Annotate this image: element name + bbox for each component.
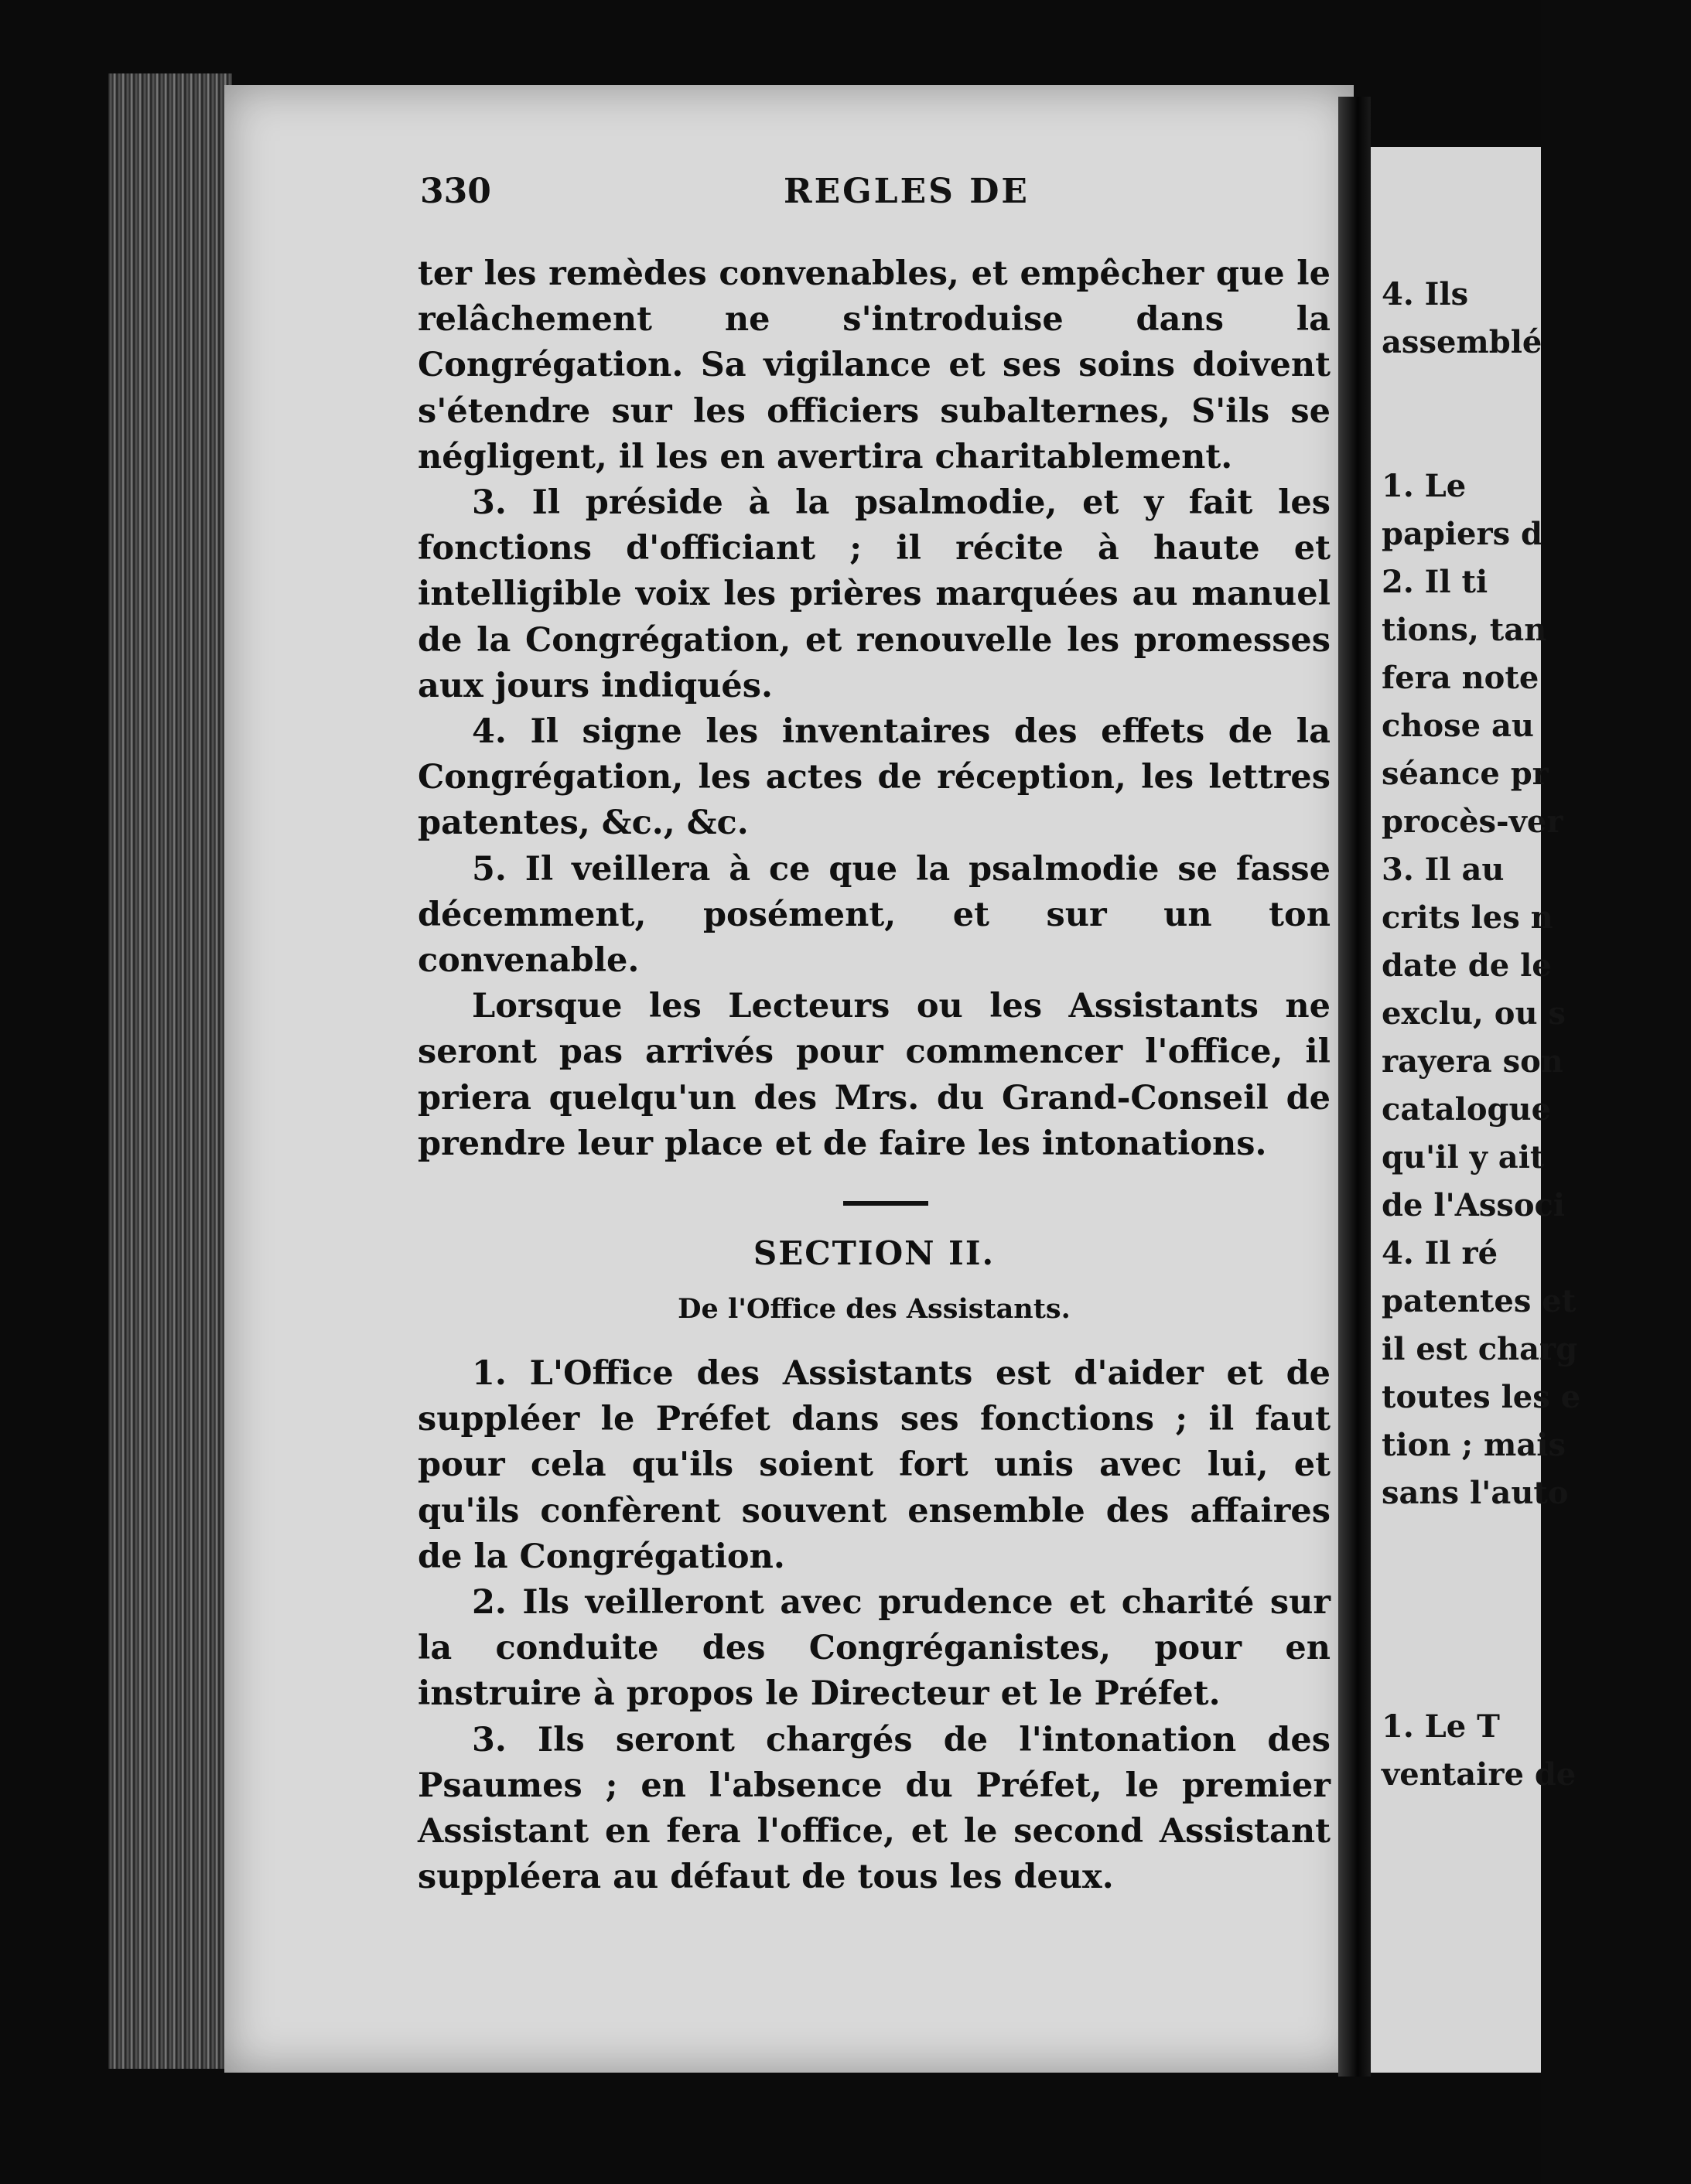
book-gutter xyxy=(1338,97,1371,2077)
right-line: il est charg xyxy=(1382,1331,1578,1367)
right-page xyxy=(1371,147,1581,2073)
paragraph: 4. Il signe les inventaires des effets de la Congrégation, les actes de réception, les lettres patentes, &c., &c. xyxy=(418,712,1331,843)
right-line: séance pr xyxy=(1382,756,1549,792)
right-line: 3. Il au xyxy=(1382,851,1505,888)
section-subheading: De l'Office des Assistants. xyxy=(678,1293,1071,1326)
right-line: sans l'auto xyxy=(1382,1475,1569,1511)
right-line: patentes et xyxy=(1382,1283,1577,1319)
right-line: de l'Associ xyxy=(1382,1187,1566,1223)
right-line: fera note xyxy=(1382,660,1539,696)
page-number: 330 xyxy=(420,172,491,211)
section-divider xyxy=(418,1167,1331,1226)
right-line: ventaire de xyxy=(1382,1756,1577,1793)
right-line: exclu, ou s xyxy=(1382,995,1566,1032)
right-line: procès-ver xyxy=(1382,804,1563,840)
right-line: papiers d xyxy=(1382,516,1542,552)
right-line: 1. Le xyxy=(1382,468,1467,504)
divider-rule xyxy=(843,1201,928,1206)
right-line: toutes les e xyxy=(1382,1379,1581,1415)
right-line: tions, tan xyxy=(1382,612,1547,648)
paragraph: 3. Ils seront chargés de l'intonation des Psaumes ; en l'absence du Préfet, le premier Assistant en fera l'office, et le second Assistant suppléera au défaut de tous les deux. xyxy=(418,1720,1331,1897)
right-line: 2. Il ti xyxy=(1382,564,1488,600)
right-line: crits les n xyxy=(1382,899,1553,936)
paragraph: 1. L'Office des Assistants est d'aider et de suppléer le Préfet dans ses fonctions ; il faut pour cela qu'ils soient fort unis avec lui, et qu'ils confèrent souvent ensemble des affaires de la Congrégation. xyxy=(418,1354,1331,1576)
right-line: 1. Le T xyxy=(1382,1708,1500,1745)
book-page-edges xyxy=(108,73,232,2069)
right-line: assemblé xyxy=(1382,324,1542,360)
paragraph: 5. Il veillera à ce que la psalmodie se fasse décemment, posément, et sur un ton convenable. xyxy=(418,849,1331,981)
paragraph: ter les remèdes convenables, et empêcher que le relâchement ne s'introduise dans la Congrégation. Sa vigilance et ses soins doivent s'étendre sur les officiers subalternes, S'ils se négligent, il les en avertira charitablement. xyxy=(418,254,1331,476)
paragraph: 3. Il préside à la psalmodie, et y fait les fonctions d'officiant ; il récite à haute et intelligible voix les prières marquées au manuel de la Congrégation, et renouvelle les promesses aux jours indiqués. xyxy=(418,483,1331,705)
right-line: qu'il y ait xyxy=(1382,1139,1545,1176)
right-gap xyxy=(1382,1517,1691,1703)
right-line: date de le xyxy=(1382,947,1552,984)
right-line: tion ; mais xyxy=(1382,1427,1566,1463)
right-line: chose au xyxy=(1382,708,1535,744)
running-title: REGLES DE xyxy=(784,172,1030,211)
section-heading: SECTION II. xyxy=(753,1234,996,1273)
right-line: catalogue xyxy=(1382,1091,1552,1128)
right-gap xyxy=(1382,367,1691,462)
right-line: rayera son xyxy=(1382,1043,1563,1080)
right-line: 4. Ils xyxy=(1382,276,1469,312)
paragraph: 2. Ils veilleront avec prudence et charité sur la conduite des Congréganistes, pour en instruire à propos le Directeur et le Préfet. xyxy=(418,1583,1331,1714)
paragraph: Lorsque les Lecteurs ou les Assistants ne seront pas arrivés pour commencer l'office, il priera quelqu'un des Mrs. du Grand-Conseil de prendre leur place et de faire les intonations. xyxy=(418,987,1331,1163)
right-page-text xyxy=(1382,271,1691,1799)
right-line: 4. Il ré xyxy=(1382,1235,1498,1271)
left-page-text xyxy=(418,251,1331,1901)
running-head xyxy=(420,172,1333,218)
